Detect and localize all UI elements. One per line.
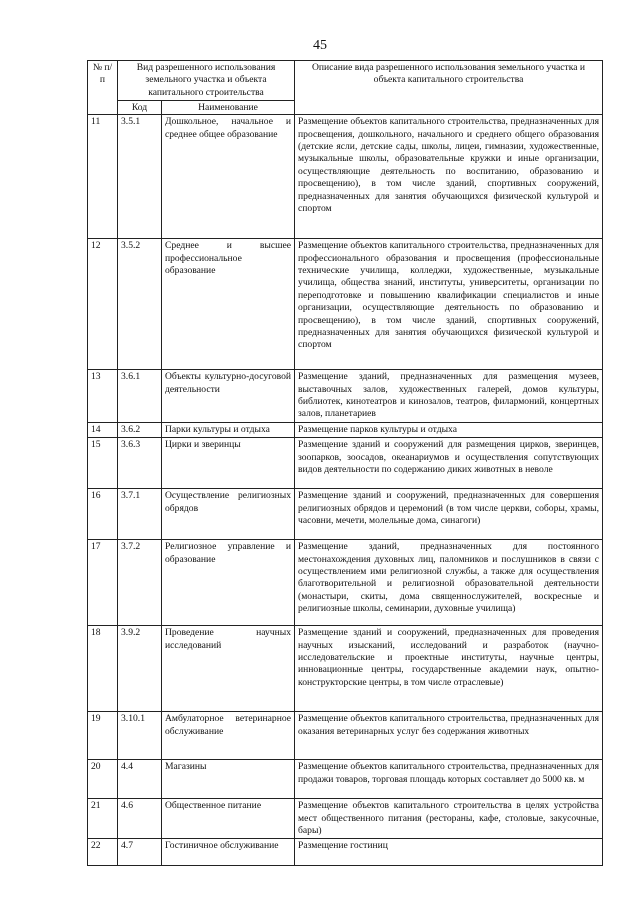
table-row bbox=[88, 799, 603, 839]
row-code: 4.7 bbox=[118, 839, 162, 866]
row-name: Гостиничное обслуживание bbox=[162, 839, 295, 866]
row-code: 3.9.2 bbox=[118, 626, 162, 712]
header-num: № п/п bbox=[88, 61, 118, 115]
row-name: Магазины bbox=[162, 760, 295, 799]
table-row bbox=[88, 760, 603, 799]
row-number: 15 bbox=[88, 438, 118, 489]
row-description: Размещение зданий и сооружений, предназначенных для проведения научных изысканий, исследований и разработок (научно-исследовательские и проектные институты, научные центры, инновационные центры, государственные академии наук, опытно-конструкторские центры, в том числе отраслевые) bbox=[295, 626, 603, 712]
row-code: 3.10.1 bbox=[118, 712, 162, 760]
row-code: 3.5.2 bbox=[118, 239, 162, 370]
row-name: Общественное питание bbox=[162, 799, 295, 839]
row-code: 3.7.2 bbox=[118, 540, 162, 626]
row-code: 3.6.1 bbox=[118, 370, 162, 423]
row-description: Размещение объектов капитального строительства, предназначенных для продажи товаров, торговая площадь которых составляет до 5000 кв. м bbox=[295, 760, 603, 799]
row-name: Объекты культурно-досуговой деятельности bbox=[162, 370, 295, 423]
row-name: Дошкольное, начальное и среднее общее образование bbox=[162, 115, 295, 239]
row-description: Размещение парков культуры и отдыха bbox=[295, 422, 603, 437]
row-description: Размещение объектов капитального строительства в целях устройства мест общественного питания (рестораны, кафе, столовые, закусочные, бары) bbox=[295, 799, 603, 839]
row-description: Размещение зданий и сооружений, предназначенных для совершения религиозных обрядов и церемоний (в том числе церкви, соборы, храмы, часовни, мечети, молельные дома, синагоги) bbox=[295, 489, 603, 540]
table-row bbox=[88, 115, 603, 239]
row-number: 16 bbox=[88, 489, 118, 540]
row-number: 21 bbox=[88, 799, 118, 839]
table-row bbox=[88, 540, 603, 626]
row-name: Парки культуры и отдыха bbox=[162, 422, 295, 437]
row-code: 4.4 bbox=[118, 760, 162, 799]
row-name: Проведение научных исследований bbox=[162, 626, 295, 712]
row-description: Размещение объектов капитального строительства, предназначенных для профессионального образования и просвещения (профессиональные технические училища, колледжи, художественные, музыкальные училища, общества знаний, институты, университеты, организации по переподготовке и повышению квалификации специалистов и иные организации, осуществляющие деятельность по образованию и просвещению), в том числе зданий, спортивных сооружений, предназначенных для занятия обучающихся физической культурой и спортом bbox=[295, 239, 603, 370]
header-naimenovanie: Наименование bbox=[162, 101, 295, 115]
row-number: 12 bbox=[88, 239, 118, 370]
page-number: 45 bbox=[313, 38, 327, 53]
row-name: Осуществление религиозных обрядов bbox=[162, 489, 295, 540]
row-name: Цирки и зверинцы bbox=[162, 438, 295, 489]
row-code: 3.7.1 bbox=[118, 489, 162, 540]
row-number: 14 bbox=[88, 422, 118, 437]
row-number: 17 bbox=[88, 540, 118, 626]
table-row bbox=[88, 489, 603, 540]
table-row bbox=[88, 626, 603, 712]
table-row bbox=[88, 438, 603, 489]
row-number: 19 bbox=[88, 712, 118, 760]
row-number: 11 bbox=[88, 115, 118, 239]
table-row bbox=[88, 370, 603, 423]
row-description: Размещение зданий, предназначенных для размещения музеев, выставочных залов, художественных галерей, домов культуры, библиотек, кинотеатров и кинозалов, театров, филармоний, концертных залов, планетариев bbox=[295, 370, 603, 423]
row-code: 3.5.1 bbox=[118, 115, 162, 239]
row-number: 18 bbox=[88, 626, 118, 712]
header-opisanie: Описание вида разрешенного использования земельного участка и объекта капитального строительства bbox=[295, 61, 603, 115]
row-description: Размещение гостиниц bbox=[295, 839, 603, 866]
row-name: Амбулаторное ветеринарное обслуживание bbox=[162, 712, 295, 760]
row-description: Размещение объектов капитального строительства, предназначенных для оказания ветеринарных услуг без содержания животных bbox=[295, 712, 603, 760]
row-description: Размещение зданий и сооружений для размещения цирков, зверинцев, зоопарков, зоосадов, океанариумов и осуществления сопутствующих видов деятельности по содержанию диких животных в неволе bbox=[295, 438, 603, 489]
row-number: 13 bbox=[88, 370, 118, 423]
table-row bbox=[88, 239, 603, 370]
row-code: 3.6.2 bbox=[118, 422, 162, 437]
row-code: 4.6 bbox=[118, 799, 162, 839]
row-code: 3.6.3 bbox=[118, 438, 162, 489]
table-row bbox=[88, 422, 603, 437]
header-vid: Вид разрешенного использования земельного участка и объекта капитального строительства bbox=[118, 61, 295, 101]
row-name: Среднее и высшее профессиональное образование bbox=[162, 239, 295, 370]
row-description: Размещение зданий, предназначенных для постоянного местонахождения духовных лиц, паломников и послушников в связи с осуществлением ими религиозной службы, а также для осуществления благотворительной и религиозной образовательной деятельности (монастыри, скиты, дома священнослужителей, воскресные и религиозные школы, семинарии, духовные училища) bbox=[295, 540, 603, 626]
header-kod: Код bbox=[118, 101, 162, 115]
table-row bbox=[88, 839, 603, 866]
table-header-row bbox=[88, 61, 603, 101]
row-number: 22 bbox=[88, 839, 118, 866]
row-name: Религиозное управление и образование bbox=[162, 540, 295, 626]
row-description: Размещение объектов капитального строительства, предназначенных для просвещения, дошкольного, начального и среднего общего образования (детские ясли, детские сады, школы, лицеи, гимназии, художественные, музыкальные школы, образовательные кружки и иные организации, осуществляющие деятельность по воспитанию, образованию и просвещению), в том числе зданий, спортивных сооружений, предназначенных для занятия обучающихся физической культурой и спортом bbox=[295, 115, 603, 239]
row-number: 20 bbox=[88, 760, 118, 799]
table-row bbox=[88, 712, 603, 760]
land-use-table bbox=[87, 60, 603, 866]
